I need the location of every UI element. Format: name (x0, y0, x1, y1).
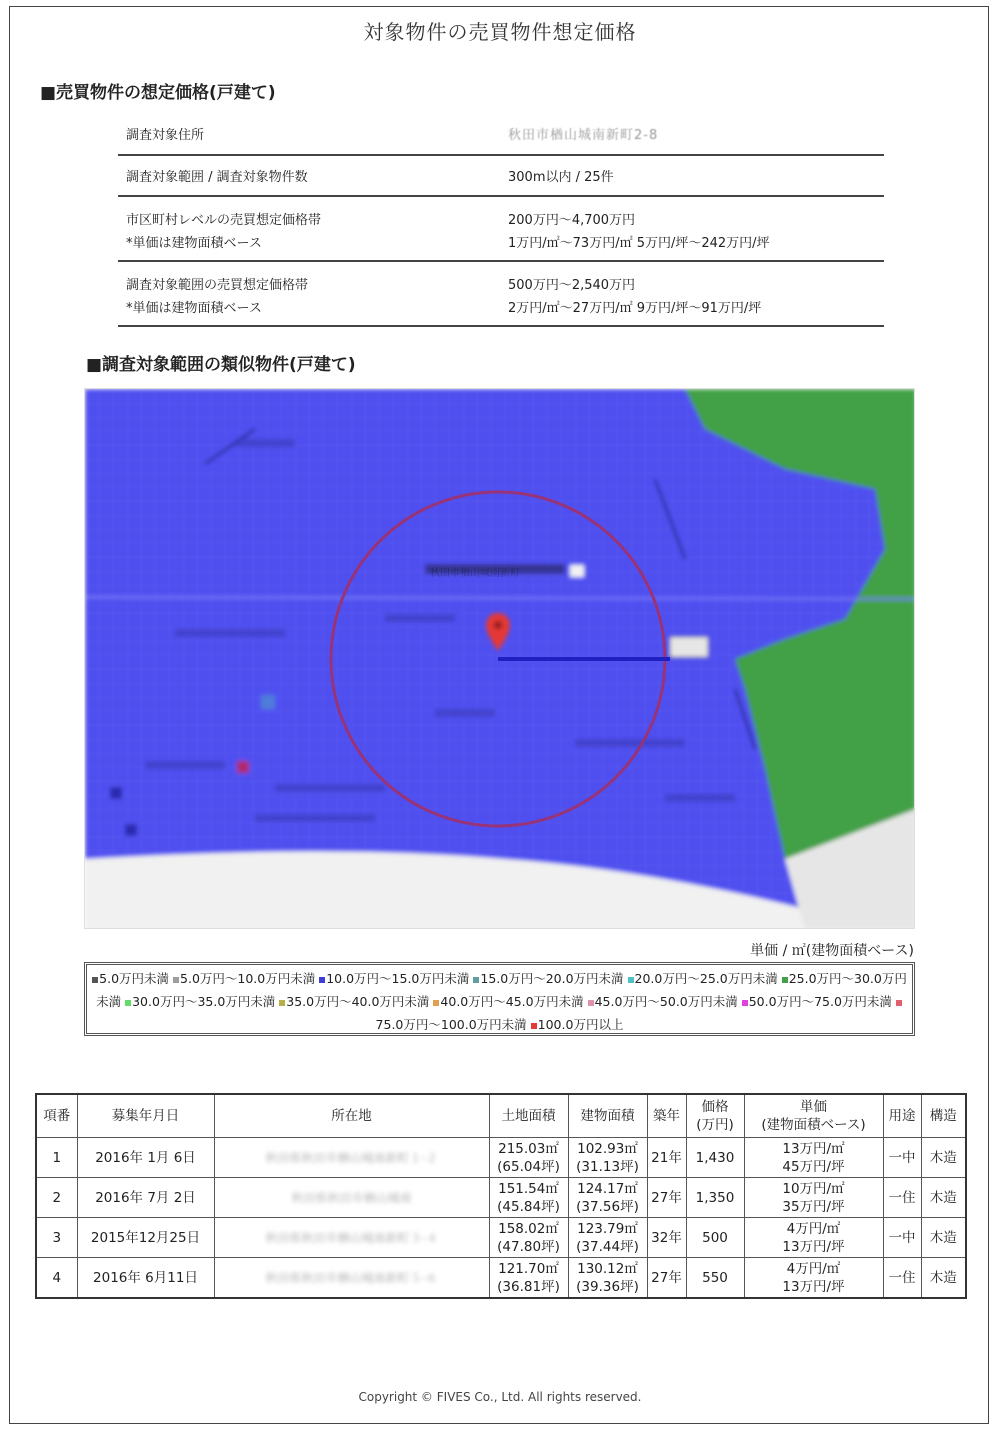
info-row-address (118, 112, 884, 156)
col-header-building: 建物面積 (568, 1094, 647, 1138)
cell-price (686, 1138, 744, 1178)
col-header-price: 価格 (万円) (686, 1094, 744, 1138)
table-row (36, 1258, 966, 1299)
legend-swatch (473, 977, 479, 983)
cell-age-text: 27年 (651, 1269, 682, 1286)
legend-item (125, 994, 275, 1009)
legend-swatch (628, 977, 634, 983)
legend-label: 25.0万円～30.0万円未満 (96, 971, 907, 1009)
legend-label: 30.0万円～35.0万円未満 (132, 994, 276, 1009)
legend-label: 5.0万円～10.0万円未満 (180, 971, 316, 986)
cell-date-text: 2015年12月25日 (90, 1229, 201, 1246)
legend-swatch (782, 977, 788, 983)
cell-no (36, 1218, 77, 1258)
info-value-unit: 2万円/㎡～27万円/㎡ 9万円/坪～91万円/坪 (508, 301, 762, 316)
info-label-main: 市区町村レベルの売買想定価格帯 (126, 213, 322, 228)
info-row-area-price (118, 262, 884, 327)
cell-building-area-text: (37.44坪) (576, 1238, 639, 1255)
cell-use (883, 1218, 921, 1258)
cell-structure-text: 木造 (929, 1269, 957, 1286)
cell-address (214, 1218, 489, 1258)
map-canvas (85, 389, 915, 929)
cell-price (686, 1178, 744, 1218)
info-label-note: *単価は建物面積ベース (126, 236, 262, 251)
cell-building-area-text: 102.93㎡ (577, 1140, 638, 1157)
legend-label: 75.0万円～100.0万円未満 (375, 1017, 527, 1032)
legend-item (588, 994, 738, 1009)
col-header-land: 土地面積 (489, 1094, 568, 1138)
cell-structure (921, 1258, 966, 1299)
info-label (118, 274, 508, 320)
cell-price-text: 550 (702, 1269, 728, 1286)
cell-land-area-text: 158.02㎡ (498, 1220, 559, 1237)
cell-age (647, 1258, 686, 1299)
info-value (508, 274, 884, 320)
listing-body (36, 1138, 966, 1299)
cell-use-text: 一中 (888, 1149, 916, 1166)
cell-unit-price-text: 4万円/㎡ (786, 1220, 841, 1237)
cell-age-text: 21年 (651, 1149, 682, 1166)
cell-no (36, 1138, 77, 1178)
cell-address-text: 秋田県秋田市楢山城南 (291, 1190, 412, 1205)
cell-structure (921, 1178, 966, 1218)
price-legend (84, 962, 915, 1036)
copyright: Copyright © FIVES Co., Ltd. All rights reserved. (358, 1390, 642, 1404)
cell-no-text: 4 (52, 1269, 62, 1286)
cell-use-text: 一中 (888, 1229, 916, 1246)
cell-date-text: 2016年 7月 2日 (95, 1189, 196, 1206)
cell-unit-price-text: 35万円/坪 (782, 1198, 845, 1215)
col-header-age: 築年 (647, 1094, 686, 1138)
info-value (508, 209, 884, 255)
cell-building-area-text: (37.56坪) (576, 1198, 639, 1215)
info-label (118, 209, 508, 255)
price-info-table (118, 112, 884, 327)
listing-table (35, 1093, 967, 1299)
cell-no-text: 3 (52, 1229, 62, 1246)
cell-date (77, 1178, 214, 1218)
cell-building-area (568, 1138, 647, 1178)
page-title: 対象物件の売買物件想定価格 (363, 20, 637, 44)
legend-label: 45.0万円～50.0万円未満 (594, 994, 738, 1009)
cell-land-area-text: (36.81坪) (497, 1278, 560, 1295)
legend-swatch (742, 1000, 748, 1006)
cell-land-area-text: (45.84坪) (497, 1198, 560, 1215)
cell-land-area-text: 215.03㎡ (498, 1140, 559, 1157)
info-value: 300m以内 / 25件 (508, 170, 614, 185)
cell-use-text: 一住 (888, 1189, 916, 1206)
cell-structure-text: 木造 (929, 1189, 957, 1206)
legend-label: 15.0万円～20.0万円未満 (480, 971, 624, 986)
cell-date-text: 2016年 6月11日 (93, 1269, 198, 1286)
cell-date (77, 1138, 214, 1178)
cell-building-area-text: 124.17㎡ (577, 1180, 638, 1197)
cell-date-text: 2016年 1月 6日 (95, 1149, 196, 1166)
cell-unit-price-text: 45万円/坪 (782, 1158, 845, 1175)
table-row (36, 1178, 966, 1218)
price-map[interactable] (84, 388, 915, 929)
cell-building-area-text: 130.12㎡ (577, 1260, 638, 1277)
legend-label: 35.0万円～40.0万円未満 (286, 994, 430, 1009)
legend-label: 5.0万円未満 (99, 971, 170, 986)
cell-land-area (489, 1258, 568, 1299)
legend-label: 40.0万円～45.0万円未満 (440, 994, 584, 1009)
legend-item (473, 971, 623, 986)
cell-unit-price (744, 1258, 883, 1299)
map-label: 秋田市楢山城南新町 (430, 568, 520, 579)
cell-land-area-text: (47.80坪) (497, 1238, 560, 1255)
cell-use (883, 1178, 921, 1218)
table-row (36, 1218, 966, 1258)
cell-building-area (568, 1218, 647, 1258)
cell-building-area-text: (31.13坪) (576, 1158, 639, 1175)
col-header-use: 用途 (883, 1094, 921, 1138)
info-row-city-price (118, 197, 884, 262)
legend-item (319, 971, 469, 986)
cell-unit-price (744, 1178, 883, 1218)
col-header-structure: 構造 (921, 1094, 966, 1138)
info-value: 秋田市楢山城南新町2-8 (508, 127, 659, 143)
cell-date (77, 1258, 214, 1299)
legend-swatch (279, 1000, 285, 1006)
cell-price-text: 500 (702, 1229, 728, 1246)
cell-unit-price-text: 13万円/坪 (782, 1278, 845, 1295)
legend-item (173, 971, 315, 986)
legend-swatch (173, 977, 179, 983)
info-value-price: 200万円～4,700万円 (508, 213, 636, 228)
cell-structure (921, 1218, 966, 1258)
cell-unit-price-text: 10万円/㎡ (782, 1180, 845, 1197)
cell-age (647, 1138, 686, 1178)
cell-no (36, 1178, 77, 1218)
legend-swatch (433, 1000, 439, 1006)
cell-no-text: 1 (52, 1149, 62, 1166)
section-heading-price: ■売買物件の想定価格(戸建て) (40, 83, 276, 103)
cell-address-text: 秋田県秋田市楢山城南新町３-４ (265, 1230, 438, 1245)
cell-use (883, 1258, 921, 1299)
legend-item (279, 994, 429, 1009)
cell-building-area-text: (39.36坪) (576, 1278, 639, 1295)
cell-building-area (568, 1178, 647, 1218)
cell-address (214, 1138, 489, 1178)
cell-use-text: 一住 (888, 1269, 916, 1286)
info-label: 調査対象範囲 / 調査対象物件数 (126, 170, 308, 185)
cell-unit-price-text: 13万円/坪 (782, 1238, 845, 1255)
info-label: 調査対象住所 (126, 127, 205, 143)
table-row (36, 1138, 966, 1178)
col-header-address: 所在地 (214, 1094, 489, 1138)
cell-address-text: 秋田県秋田市楢山城南新町１-２ (265, 1150, 438, 1165)
cell-price-text: 1,430 (695, 1149, 735, 1166)
cell-no-text: 2 (52, 1189, 62, 1206)
cell-land-area-text: 121.70㎡ (498, 1260, 559, 1277)
listing-header-row (36, 1094, 966, 1138)
section-heading-similar: ■調査対象範囲の類似物件(戸建て) (86, 355, 356, 375)
cell-structure-text: 木造 (929, 1229, 957, 1246)
cell-land-area-text: (65.04坪) (497, 1158, 560, 1175)
legend-swatch (588, 1000, 594, 1006)
cell-structure-text: 木造 (929, 1149, 957, 1166)
legend-swatch (531, 1023, 537, 1029)
info-value-unit: 1万円/㎡～73万円/㎡ 5万円/坪～242万円/坪 (508, 236, 770, 251)
legend-item (628, 971, 778, 986)
info-label-note: *単価は建物面積ベース (126, 301, 262, 316)
col-header-no: 項番 (36, 1094, 77, 1138)
legend-item (433, 994, 583, 1009)
cell-price-text: 1,350 (695, 1189, 735, 1206)
col-header-date: 募集年月日 (77, 1094, 214, 1138)
legend-item (92, 971, 169, 986)
legend-swatch (125, 1000, 131, 1006)
cell-address-text: 秋田県秋田市楢山城南新町５-６ (265, 1270, 438, 1285)
legend-swatch (896, 1000, 902, 1006)
cell-age-text: 27年 (651, 1189, 682, 1206)
cell-age-text: 32年 (651, 1229, 682, 1246)
cell-building-area-text: 123.79㎡ (577, 1220, 638, 1237)
cell-unit-price-text: 13万円/㎡ (782, 1140, 845, 1157)
info-row-range (118, 156, 884, 197)
cell-date (77, 1218, 214, 1258)
cell-use (883, 1138, 921, 1178)
cell-no (36, 1258, 77, 1299)
legend-label: 20.0万円～25.0万円未満 (634, 971, 778, 986)
cell-building-area (568, 1258, 647, 1299)
cell-land-area (489, 1218, 568, 1258)
cell-age (647, 1218, 686, 1258)
legend-swatch (92, 977, 98, 983)
cell-land-area (489, 1138, 568, 1178)
info-value-price: 500万円～2,540万円 (508, 278, 636, 293)
col-header-unit: 単価 (建物面積ベース) (744, 1094, 883, 1138)
cell-unit-price (744, 1138, 883, 1178)
cell-price (686, 1258, 744, 1299)
legend-label: 100.0万円以上 (537, 1017, 624, 1032)
cell-land-area (489, 1178, 568, 1218)
cell-structure (921, 1138, 966, 1178)
cell-price (686, 1218, 744, 1258)
cell-address (214, 1178, 489, 1218)
unit-note: 単価 / ㎡(建物面積ベース) (750, 943, 914, 959)
cell-unit-price (744, 1218, 883, 1258)
legend-swatch (319, 977, 325, 983)
cell-address (214, 1258, 489, 1299)
legend-item (742, 994, 892, 1009)
cell-land-area-text: 151.54㎡ (498, 1180, 559, 1197)
cell-age (647, 1178, 686, 1218)
legend-label: 50.0万円～75.0万円未満 (748, 994, 892, 1009)
cell-unit-price-text: 4万円/㎡ (786, 1260, 841, 1277)
legend-item (531, 1017, 624, 1032)
info-label-main: 調査対象範囲の売買想定価格帯 (126, 278, 309, 293)
legend-label: 10.0万円～15.0万円未満 (326, 971, 470, 986)
